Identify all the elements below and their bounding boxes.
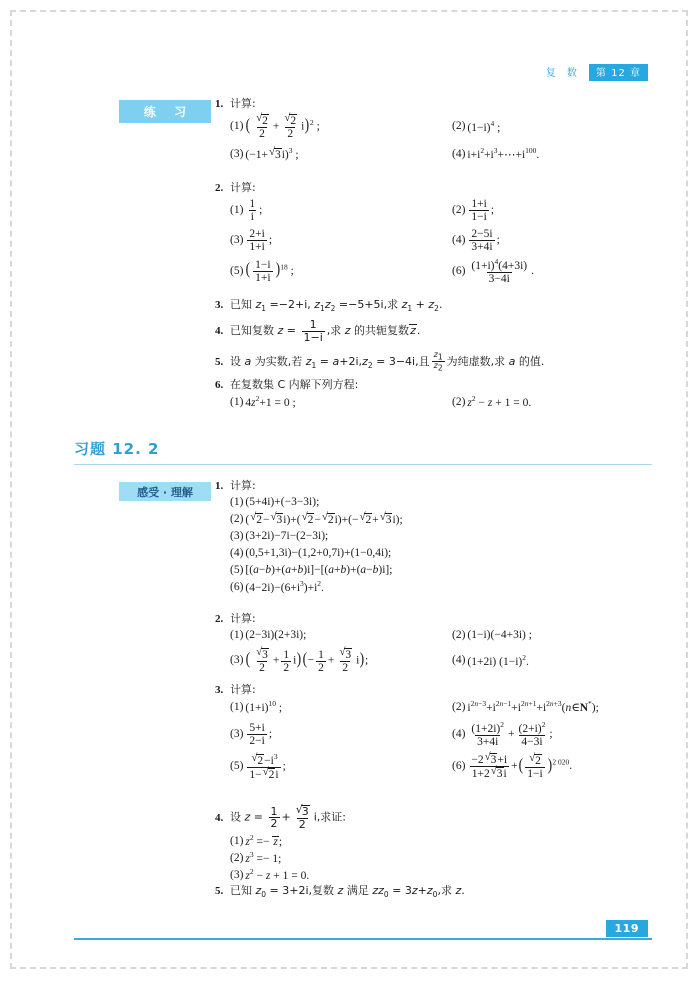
problem-items <box>215 394 665 411</box>
item-row <box>230 562 665 579</box>
item-3-5 <box>230 753 452 781</box>
item-label: (2) <box>452 395 466 408</box>
item-row <box>230 545 665 562</box>
problem-number: 4. <box>215 811 224 824</box>
exercise-heading <box>74 438 652 465</box>
problem-stem: 计算: <box>230 612 256 625</box>
item-label: (1) <box>230 120 244 133</box>
problem-items <box>215 833 665 884</box>
practice-problem-4 <box>215 319 665 345</box>
textbook-page <box>10 10 688 969</box>
item-row <box>230 833 665 850</box>
item-6-1 <box>230 395 452 409</box>
item-row <box>230 850 665 867</box>
item-math: $\frac{(1+2i)^2}{3+4i}$ + $\frac{(2+i)^2}{4-3i}$ ; <box>471 720 553 748</box>
item-3-4 <box>452 721 674 748</box>
item-math: $\frac{2-5i}{3+4i}$ ; <box>471 228 500 254</box>
page-number: 119 <box>606 920 648 937</box>
item-label: (4) <box>452 147 466 160</box>
item-label: (1) <box>230 700 244 713</box>
item-label: (1) <box>230 395 244 408</box>
item-label: (3) <box>230 727 244 740</box>
problem-number: 5. <box>215 355 224 368</box>
exercise-divider <box>74 464 652 465</box>
page-content <box>12 12 686 967</box>
problem-items <box>215 699 665 781</box>
item-math: $4z^2+1 = 0$ ; <box>245 394 296 410</box>
practice-problem-3 <box>215 299 665 315</box>
item-math: (0,5+1,3i)−(1,2+0,7i)+(1−0,4i); <box>245 546 392 559</box>
item-math: ( √ 2− √ 3i)+( √ 2− √ 2i)+(− √ 2+ √ 3i); <box>245 513 402 527</box>
item-label: (1) <box>230 834 244 847</box>
item-row <box>230 627 665 644</box>
problem-stem: 设 z = $\frac{1}{2}$ + √ $\frac{3}{2}$ i,求证: <box>230 805 346 830</box>
item-2-2 <box>452 198 674 223</box>
running-head <box>546 64 648 81</box>
item-row <box>230 579 665 596</box>
item-label: (1) <box>230 203 244 216</box>
item-2-4 <box>452 228 674 253</box>
item-label: (6) <box>452 264 466 277</box>
problem-stem: 计算: <box>230 97 256 110</box>
item-1-4 <box>452 147 674 161</box>
chapter-badge: 第 12 章 <box>589 64 648 81</box>
problem-stem: 设 a 为实数,若 $z_1 = a+2i,z_2 = 3-4i$,且 $\frac{z_1}{z_2}$ 为纯虚数,求 a 的值. <box>230 350 545 374</box>
item-label: (4) <box>452 654 466 667</box>
item-1-3 <box>230 531 670 543</box>
item-1-4 <box>230 548 670 560</box>
problem-stem: 已知 $z_0 = 3+2i$,复数 z 满足 $zz_0 = 3z+z_0$,求 z. <box>230 884 465 900</box>
item-row <box>230 648 665 674</box>
item-label: (5) <box>230 563 244 576</box>
item-math: [(a−b)+(a+b)i]−[(a+b)+(a−b)i]; <box>245 563 393 576</box>
practice-problem-6 <box>215 379 665 411</box>
item-math: $z^2 - z + 1 = 0$. <box>245 867 310 883</box>
exercise-problem-3 <box>215 684 665 781</box>
problem-items <box>215 494 665 596</box>
item-math: (1+2i) $(1-i)^2$. <box>467 652 529 668</box>
problem-number: 2. <box>215 182 224 194</box>
footer-divider <box>74 938 652 940</box>
item-1-5 <box>230 565 670 577</box>
problem-number: 6. <box>215 379 224 391</box>
item-math: √ $\frac{2-i^3}{1- √ 2i}$ ; <box>245 753 285 781</box>
exercise-title-num: 12. 2 <box>112 440 160 458</box>
item-2-5 <box>230 259 452 284</box>
item-row <box>230 494 665 511</box>
problem-stem: 计算: <box>230 479 256 492</box>
item-math: $i^{2n-3}+i^{2n-1}+i^{2n+1}+i^{2n+3}(n\in N^*)$; <box>467 699 599 715</box>
item-row <box>230 114 665 140</box>
item-math: $\frac{5+i}{2-i}$ ; <box>249 721 273 747</box>
item-label: (2) <box>452 120 466 133</box>
item-4-2 <box>230 851 670 865</box>
problem-number: 1. <box>215 480 224 492</box>
item-math: $\frac{(1+i)^4(4+3i)}{3-4i}$ . <box>471 257 534 286</box>
item-math: $\frac{-2 √ 3+i}{1+2 √ 3i}$ +( √ $\frac{2}{1-i}$ )$^{2 020}$. <box>467 753 572 780</box>
item-label: (4) <box>230 546 244 559</box>
item-2-4 <box>452 654 674 668</box>
item-math: $z^3 =- 1$; <box>245 850 282 866</box>
item-label: (3) <box>230 654 244 667</box>
exercise-title <box>74 438 652 459</box>
item-row <box>230 511 665 528</box>
problem-items <box>215 114 665 163</box>
item-label: (1) <box>230 495 244 508</box>
practice-problem-5 <box>215 351 665 375</box>
item-3-3 <box>230 722 452 747</box>
item-math: (3+2i)−7i−(2−3i); <box>245 529 329 542</box>
item-row <box>230 721 665 748</box>
item-4-1 <box>230 834 670 848</box>
problem-stem: 计算: <box>230 683 256 696</box>
item-3-1 <box>230 700 452 714</box>
item-label: (3) <box>230 868 244 881</box>
item-math: $\frac{1+i}{1-i}$ ; <box>471 198 495 224</box>
item-math: $\frac{2+i}{1+i}$ ; <box>249 228 273 254</box>
problem-items <box>215 198 665 285</box>
item-label: (3) <box>230 147 244 160</box>
item-6-2 <box>452 395 674 409</box>
item-math: (1−i)(−4+3i) ; <box>467 628 532 641</box>
item-row <box>230 228 665 253</box>
item-label: (2) <box>452 628 466 641</box>
item-row <box>230 394 665 411</box>
item-2-1 <box>230 630 452 642</box>
item-1-1 <box>230 114 452 140</box>
item-row <box>230 146 665 163</box>
practice-problem-1 <box>215 98 665 163</box>
item-label: (2) <box>452 700 466 713</box>
item-2-2 <box>452 630 674 642</box>
problem-items <box>215 627 665 674</box>
item-math: (2−3i)(2+3i); <box>245 628 307 641</box>
item-row <box>230 258 665 285</box>
problem-number: 1. <box>215 98 224 110</box>
problem-stem: 在复数集 C 内解下列方程: <box>230 378 359 391</box>
item-row <box>230 753 665 781</box>
item-4-3 <box>230 868 670 882</box>
item-2-3 <box>230 228 452 253</box>
item-math: ( √ $\frac{3}{2}$ + $\frac{1}{2}$ i)(− $\frac{1}{2}$ + √ $\frac{3}{2}$ i); <box>245 648 368 674</box>
item-math: $\frac{1}{i}$ ; <box>249 198 263 224</box>
exercise-title-cn: 习题 <box>74 440 107 458</box>
item-1-6 <box>230 580 670 594</box>
item-label: (3) <box>230 233 244 246</box>
item-row <box>230 867 665 884</box>
item-3-2 <box>452 700 674 714</box>
feel-understand-badge: 感受 · 理解 <box>119 482 211 501</box>
exercise-problem-5 <box>215 885 665 901</box>
item-row <box>230 699 665 716</box>
item-math: $(4-2i)-(6+i^3)+i^2$. <box>245 579 324 595</box>
item-row <box>230 198 665 223</box>
item-math: $z^2 =- z$; <box>245 833 283 849</box>
item-math: $(1+i)^{10}$ ; <box>245 699 283 715</box>
item-2-3 <box>230 648 452 674</box>
item-label: (5) <box>230 264 244 277</box>
item-row <box>230 528 665 545</box>
item-math: $i+i^2+i^3+\cdots+i^{100}$. <box>467 146 540 162</box>
item-label: (4) <box>452 727 466 740</box>
exercise-problem-1 <box>215 480 665 596</box>
item-3-6 <box>452 753 674 780</box>
problem-stem: 计算: <box>230 181 256 194</box>
problem-number: 3. <box>215 299 224 311</box>
item-label: (5) <box>230 760 244 773</box>
problem-stem: 已知 $z_1 =-2+i$, $z_1z_2 =-5+5i$,求 $z_1 + z_2$. <box>230 298 443 314</box>
item-label: (1) <box>230 628 244 641</box>
item-1-2 <box>230 513 670 527</box>
exercise-problem-2 <box>215 613 665 674</box>
problem-number: 2. <box>215 613 224 625</box>
exercise-problem-4 <box>215 805 665 884</box>
item-label: (6) <box>230 580 244 593</box>
item-math: ( $\frac{1-i}{1+i}$ )$^{18}$ ; <box>245 259 294 285</box>
item-math: $(1-i)^4$ ; <box>467 118 501 134</box>
item-2-6 <box>452 258 674 285</box>
problem-stem: 已知复数 z = $\frac{1}{1-i}$ ,求 z 的共轭复数z. <box>230 318 421 344</box>
item-math: (5+4i)+(−3−3i); <box>245 495 320 508</box>
item-1-1 <box>230 497 670 509</box>
problem-number: 4. <box>215 325 224 338</box>
item-label: (3) <box>230 529 244 542</box>
problem-number: 3. <box>215 684 224 696</box>
item-label: (2) <box>452 203 466 216</box>
item-label: (2) <box>230 512 244 525</box>
running-head-title: 复 数 <box>545 68 581 79</box>
item-label: (4) <box>452 233 466 246</box>
item-2-1 <box>230 198 452 223</box>
problem-number: 5. <box>215 885 224 897</box>
item-1-2 <box>452 120 674 134</box>
practice-badge: 练 习 <box>119 100 211 123</box>
item-math: $z^2 - z + 1 = 0$. <box>467 394 532 410</box>
item-label: (2) <box>230 851 244 864</box>
item-1-3 <box>230 147 452 161</box>
item-math: ( √ $\frac{2}{2}$ + √ $\frac{2}{2}$ i)$^2$ ; <box>245 114 319 140</box>
item-label: (6) <box>452 760 466 773</box>
practice-problem-2 <box>215 182 665 285</box>
item-math: (−1+ √ 3i)$^3$ ; <box>245 147 298 161</box>
